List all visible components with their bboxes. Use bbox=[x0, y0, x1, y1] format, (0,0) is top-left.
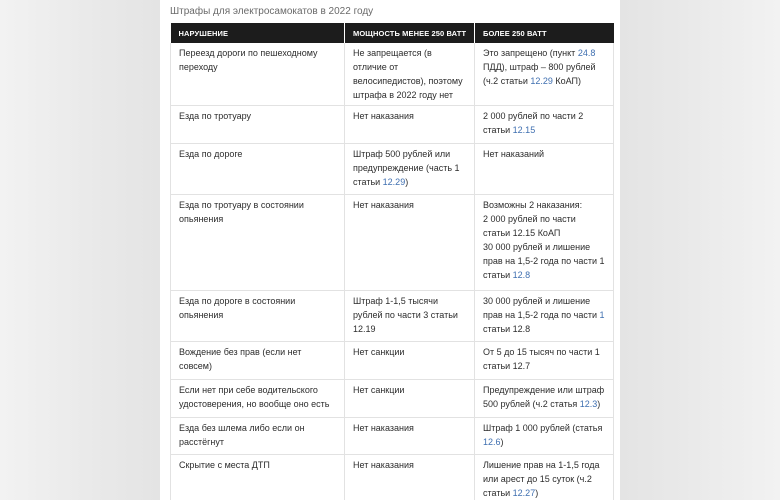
table-caption: Штрафы для электросамокатов в 2022 году bbox=[170, 6, 374, 17]
cell-over bbox=[475, 455, 614, 500]
cell-over bbox=[475, 380, 614, 418]
law-link[interactable]: 24.8 bbox=[577, 48, 596, 58]
cell-under bbox=[345, 144, 475, 195]
table-row bbox=[171, 106, 614, 144]
cell-violation: Езда по дороге bbox=[171, 144, 345, 195]
background-right bbox=[620, 0, 780, 500]
cell-under: Не запрещается (в отличие от велосипедистов), поэтому штрафа в 2022 году нет bbox=[345, 43, 475, 106]
law-link[interactable]: 12.6 bbox=[483, 437, 501, 447]
law-link[interactable]: 12.27 bbox=[512, 488, 536, 498]
background-left bbox=[0, 0, 160, 500]
table-row bbox=[171, 455, 614, 500]
table-row bbox=[171, 380, 614, 418]
cell-violation: Если нет при себе водительского удостоверения, но вообще оно есть bbox=[171, 380, 345, 418]
cell-text: Возможны 2 наказания: bbox=[483, 200, 583, 210]
cell-over bbox=[475, 43, 614, 106]
cell-text: 2 000 рублей по части статьи 12.15 КоАП bbox=[483, 214, 576, 238]
table-row bbox=[171, 342, 614, 380]
header-violation: НАРУШЕНИЕ bbox=[171, 23, 345, 43]
cell-over: Нет наказаний bbox=[475, 144, 614, 195]
cell-violation: Езда по дороге в состоянии опьянения bbox=[171, 291, 345, 342]
cell-over: От 5 до 15 тысяч по части 1 статьи 12.7 bbox=[475, 342, 614, 380]
cell-text bbox=[483, 240, 605, 282]
fines-table bbox=[170, 23, 614, 500]
cell-violation: Переезд дороги по пешеходному переходу bbox=[171, 43, 345, 106]
law-link[interactable]: 12.8 bbox=[512, 270, 531, 280]
law-link[interactable]: 12.3 bbox=[579, 399, 598, 409]
table-header-row bbox=[171, 23, 614, 43]
table-row bbox=[171, 144, 614, 195]
cell-under: Нет наказания bbox=[345, 455, 475, 500]
cell-text: 30 000 рублей и лишение прав на 1,5-2 года по части 1 статьи bbox=[483, 242, 605, 280]
cell-over bbox=[475, 418, 614, 455]
cell-under: Нет наказания bbox=[345, 418, 475, 455]
cell-under: Штраф 1-1,5 тысячи рублей по части 3 статьи 12.19 bbox=[345, 291, 475, 342]
cell-text: Штраф 1 000 рублей (статья bbox=[483, 423, 603, 433]
article-content bbox=[160, 0, 620, 500]
cell-text: ) bbox=[597, 399, 601, 409]
cell-violation: Вождение без прав (если нет совсем) bbox=[171, 342, 345, 380]
cell-text: Штраф 500 рублей или предупреждение (часть 1 статьи bbox=[353, 149, 460, 187]
cell-over bbox=[475, 106, 614, 144]
cell-violation: Езда по тротуару bbox=[171, 106, 345, 144]
cell-text: ) bbox=[535, 488, 539, 498]
cell-under: Нет санкции bbox=[345, 380, 475, 418]
header-over-250w: БОЛЕЕ 250 ВАТТ bbox=[475, 23, 614, 43]
cell-text: ) bbox=[405, 177, 409, 187]
table-row bbox=[171, 291, 614, 342]
cell-over bbox=[475, 195, 614, 291]
cell-violation: Езда без шлема либо если он расстёгнут bbox=[171, 418, 345, 455]
cell-text: 30 000 рублей и лишение прав на 1,5-2 года по части bbox=[483, 296, 600, 320]
cell-violation: Скрытие с места ДТП bbox=[171, 455, 345, 500]
cell-text: 2 000 рублей по части 2 статьи bbox=[483, 111, 584, 135]
law-link[interactable]: 1 bbox=[599, 310, 605, 320]
header-under-250w: МОЩНОСТЬ МЕНЕЕ 250 ВАТТ bbox=[345, 23, 475, 43]
cell-text: Это запрещено (пункт bbox=[483, 48, 578, 58]
cell-text: ПДД), штраф – 800 рублей (ч.2 статьи bbox=[483, 62, 596, 86]
cell-text: КоАП) bbox=[552, 76, 582, 86]
cell-under: Нет наказания bbox=[345, 195, 475, 291]
cell-over bbox=[475, 291, 614, 342]
cell-text: ) bbox=[500, 437, 504, 447]
table-row bbox=[171, 43, 614, 106]
law-link[interactable]: 12.29 bbox=[530, 76, 553, 86]
law-link[interactable]: 12.15 bbox=[512, 125, 536, 135]
table-row bbox=[171, 195, 614, 291]
cell-violation: Езда по тротуару в состоянии опьянения bbox=[171, 195, 345, 291]
cell-text: Предупреждение или штраф 500 рублей (ч.2 статья bbox=[483, 385, 605, 409]
law-link[interactable]: 12.29 bbox=[382, 177, 406, 187]
cell-under: Нет санкции bbox=[345, 342, 475, 380]
cell-text: Лишение прав на 1-1,5 года или арест до 15 суток (ч.2 статьи bbox=[483, 460, 600, 498]
cell-text: статьи 12.8 bbox=[483, 324, 531, 334]
cell-under: Нет наказания bbox=[345, 106, 475, 144]
table-row bbox=[171, 418, 614, 455]
